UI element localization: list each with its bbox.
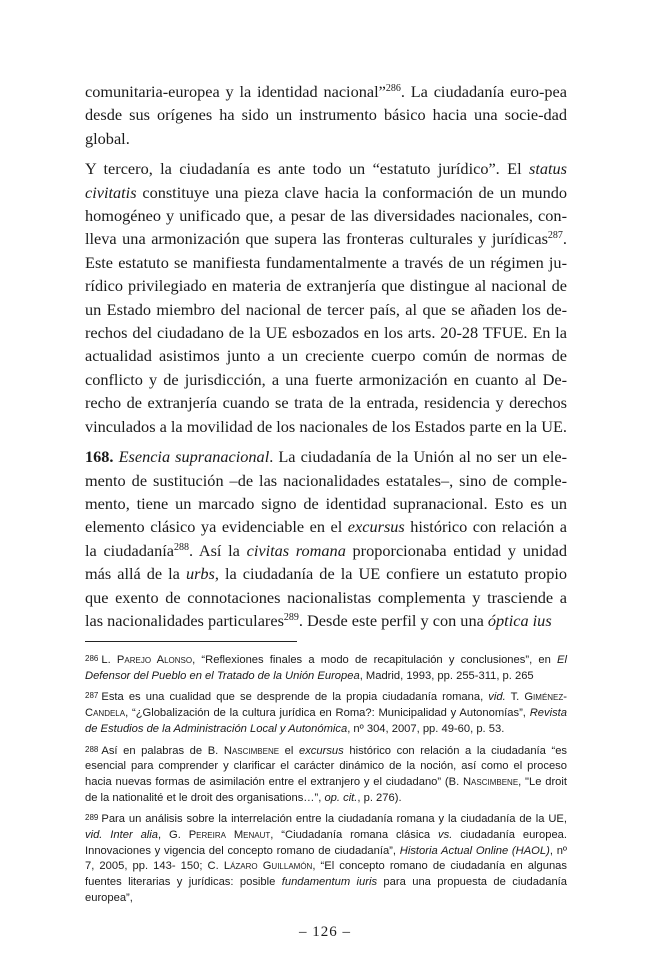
text-run: L. [101, 654, 117, 666]
footnote-ref-289: 289 [283, 611, 299, 623]
italic-term: vid. Inter alia [85, 829, 158, 842]
text-run: , “¿Globalización de la cultura jurídica en Roma?: Municipalidad y Autonomías”, [125, 707, 530, 720]
text-run: . La ciudadanía euro-pea desde sus orígenes ha sido un instrumento básico hacia una socie-dad global. [85, 82, 567, 148]
text-run: comunitaria-europea y la identidad nacional” [85, 82, 386, 101]
text-run: , la ciudadanía de la UE confiere un estatuto propio que exento de connotaciones nacionalistas complementa y trasciende a las nacionalidades particulares [85, 564, 568, 630]
text-run: ciudadanía europea. Innovaciones y vigencia del concepto romano de ciudadanía”, [85, 829, 568, 857]
text-run: , “Reflexiones finales a modo de recapitulación y conclusiones”, en [192, 654, 558, 666]
italic-title: Revista de Estudios de la Administración Local y Autonómica [85, 707, 567, 735]
text-run: T. [505, 691, 525, 704]
main-text [85, 80, 567, 639]
footnote-287 [85, 688, 567, 737]
section-number: 168. [85, 447, 114, 467]
text-run: Para un análisis sobre la interrelación entre la ciudadanía romana y la ciudadanía de la UE, [101, 813, 567, 826]
footnote-ref-286: 286 [385, 83, 401, 94]
italic-title: El Defensor del Pueblo en el Tratado de la Unión Europea [85, 654, 567, 682]
footnotes [85, 651, 567, 911]
text-run: , "Le droit de la nationalité et le droit des organisations…”, [85, 775, 567, 804]
text-run: , G. [158, 829, 189, 842]
text-run: Así en palabras de B. [101, 744, 224, 757]
section-heading: Esencia supranacional [118, 447, 270, 467]
author-name: Nascimbene [223, 744, 280, 757]
text-run: , “El concepto romano de ciudadanía en algunas fuentes literarias y jurídicas: posible [85, 860, 567, 889]
text-run: . Desde este perfil y con una [298, 610, 488, 630]
text-run: para una propuesta de ciudadanía europea”, [85, 876, 567, 904]
italic-term: op. cit. [324, 791, 358, 804]
italic-term: urbs [185, 564, 215, 584]
italic-title: Historia Actual Online (HAOL) [399, 844, 550, 857]
italic-term: vs. [438, 829, 453, 842]
footnote-number: 289 [85, 813, 99, 823]
text-run: Esta es una cualidad que se desprende de la propia ciudadanía romana, [101, 691, 489, 704]
text-run: Y tercero, la ciudadanía es ante todo un “estatuto jurídico”. El [85, 159, 529, 179]
footnote-289 [85, 810, 567, 906]
text-run: , Madrid, 1993, pp. 255-311, p. 265 [359, 669, 534, 682]
author-name: Nascimbene [462, 775, 519, 788]
text-run: histórico con relación a la ciudadanía “es esencial para comprender y clarificar el carácter dinámico de la noción, así como el proceso hacia nuevas formas de asimilación entre el extranjero y el ciudadano” (B. [85, 744, 568, 788]
text-run: proporcionaba entidad y unidad más allá de la [85, 540, 568, 584]
page-number: – 126 – [299, 924, 351, 940]
paragraph-1 [85, 80, 567, 150]
italic-term: vid. [488, 691, 506, 704]
footnote-288 [85, 742, 567, 807]
text-run: . Este estatuto se manifiesta fundamentalmente a través de un régimen ju-rídico privilegiado en materia de extranjería que distingue al nacional de un Estado miembro del nacional de tercer país, al que se añaden los de-rechos del ciudadano de la UE esbozados en los arts. 20-28 TFUE. En la actualidad asistimos junto a un creciente cuerpo común de normas de conflicto y de jurisdicción, a una fuerte armonización en cuanto al De-recho de extranjería cuando se trata de la entrada, residencia y derechos vinculados a la movilidad de los nacionales de los Estados parte en la UE. [85, 229, 567, 436]
italic-term: excursus [347, 517, 405, 537]
footnote-number: 287 [85, 691, 99, 701]
text-run: , “Ciudadanía romana clásica [270, 829, 439, 842]
text-run: histórico con relación a la ciudadanía [85, 517, 568, 560]
footnote-number: 288 [85, 744, 99, 754]
italic-term: fundamentum iuris [281, 876, 378, 889]
author-name: Lázaro Guillamón [223, 860, 313, 873]
text-run: , p. 276). [357, 791, 402, 804]
text-run: , nº 304, 2007, pp. 49-60, p. 53. [347, 722, 505, 735]
footnote-number: 286 [85, 654, 99, 663]
footnote-separator [85, 641, 297, 642]
italic-term: status civitatis [85, 159, 567, 202]
author-name: Giménez-Candela [85, 691, 568, 720]
footnote-286 [85, 651, 567, 684]
author-name: Pereira Menaut [188, 829, 271, 842]
italic-term: óptica ius [487, 610, 552, 630]
text-run: el [279, 744, 299, 757]
paragraph-3 [85, 445, 567, 632]
author-name: Parejo Alonso [116, 654, 193, 666]
text-run: , nº 7, 2005, pp. 143- 150; C. [85, 844, 567, 873]
italic-term: civitas romana [246, 540, 346, 560]
paragraph-2 [85, 157, 567, 438]
text-run: constituye una pieza clave hacia la conformación de un mundo homogéneo y unificado que, a pesar de las diversidades nacionales, con-lleva una armonización que supera las fronteras culturales y jurídicas [85, 182, 567, 249]
italic-term: excursus [298, 744, 344, 757]
footnote-ref-287: 287 [547, 230, 563, 242]
footnote-ref-288: 288 [173, 541, 189, 553]
text-run: . Así la [188, 540, 247, 560]
text-run: . La ciudadanía de la Unión al no ser un ele-mento de sustitución –de las nacionalidades estatales–, sino de comple-mento, tiene un marcado signo de identidad supranacional. Esto es un elemento clásico ya evidenciable en el [85, 447, 568, 537]
